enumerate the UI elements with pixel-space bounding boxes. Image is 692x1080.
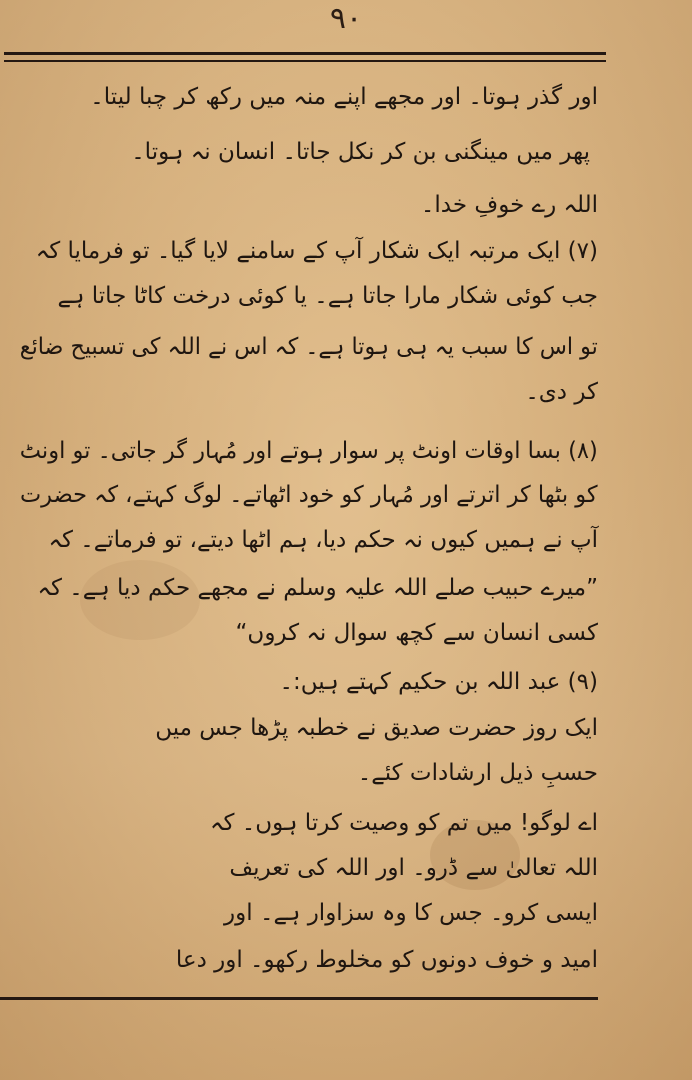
text-line: جب کوئی شکار مارا جاتا ہے۔ یا کوئی درخت کاٹا جاتا ہے — [57, 283, 598, 309]
text-line: اللہ تعالیٰ سے ڈرو۔ اور اللہ کی تعریف — [229, 855, 598, 881]
text-line: تو اس کا سبب یہ ہی ہوتا ہے۔ کہ اس نے اللہ کی تسبیح ضائع — [19, 334, 598, 360]
text-line: (۹) عبد اللہ بن حکیم کہتے ہیں:۔ — [279, 669, 598, 695]
text-line: (۷) ایک مرتبہ ایک شکار آپ کے سامنے لایا گیا۔ تو فرمایا کہ — [35, 238, 598, 264]
text-line: کو بٹھا کر اترتے اور مُہار کو خود اٹھاتے۔ لوگ کہتے، کہ حضرت — [20, 482, 598, 508]
header-rule — [4, 52, 606, 55]
page-number: ۹۰ — [329, 1, 363, 36]
text-line: اللہ رے خوفِ خدا۔ — [420, 192, 598, 218]
text-line: اور گذر ہوتا۔ اور مجھے اپنے منہ میں رکھ کر چبا لیتا۔ — [90, 84, 598, 110]
text-line: امید و خوف دونوں کو مخلوط رکھو۔ اور دعا — [175, 947, 598, 973]
header-rule-thin — [4, 60, 606, 62]
text-line: کر دی۔ — [525, 379, 598, 405]
text-line: اے لوگو! میں تم کو وصیت کرتا ہوں۔ کہ — [210, 810, 598, 836]
text-line: پھر میں مینگنی بن کر نکل جاتا۔ انسان نہ ہوتا۔ — [131, 139, 590, 165]
text-line: ایسی کرو۔ جس کا وہ سزاوار ہے۔ اور — [224, 900, 598, 926]
text-line: کسی انسان سے کچھ سوال نہ کروں“ — [235, 620, 598, 646]
text-line: آپ نے ہمیں کیوں نہ حکم دیا، ہم اٹھا دیتے، تو فرماتے۔ کہ — [48, 527, 598, 553]
text-line: (۸) بسا اوقات اونٹ پر سوار ہوتے اور مُہار گر جاتی۔ تو اونٹ — [19, 438, 598, 464]
text-line: ایک روز حضرت صدیق نے خطبہ پڑھا جس میں — [155, 715, 598, 741]
text-line: حسبِ ذیل ارشادات کئے۔ — [357, 760, 598, 786]
footer-rule — [0, 997, 598, 1000]
text-line: ”میرے حبیب صلے اللہ علیہ وسلم نے مجھے حکم دیا ہے۔ کہ — [37, 575, 598, 601]
